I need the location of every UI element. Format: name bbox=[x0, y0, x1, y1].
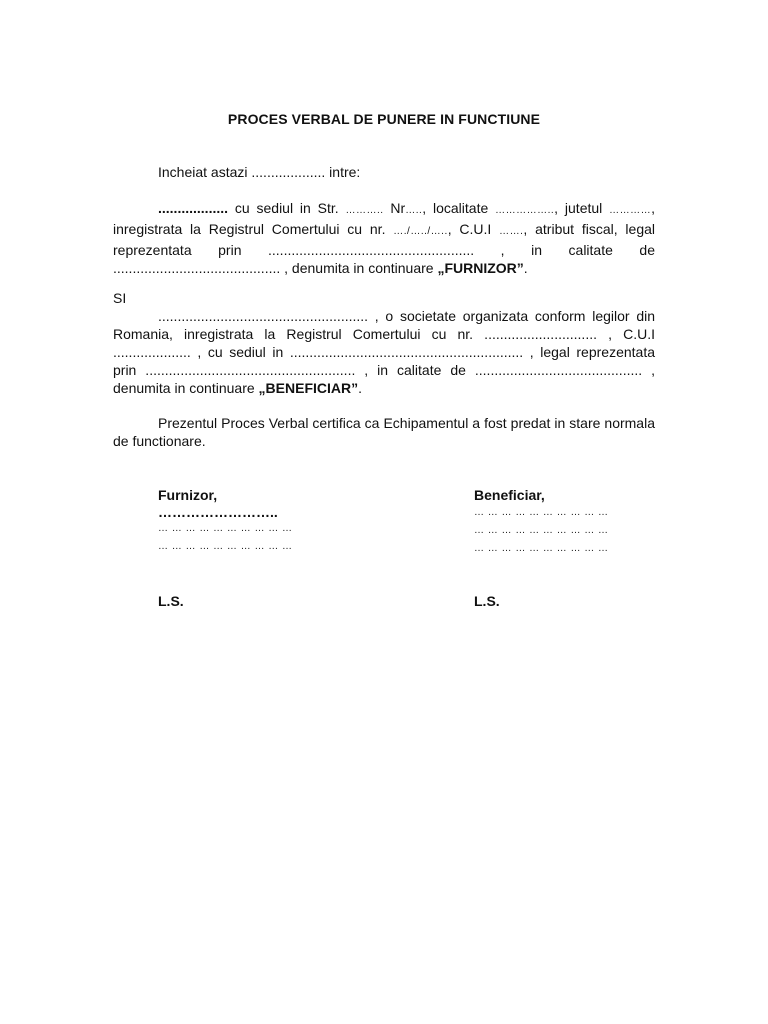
furnizor-name-dots: .................. bbox=[158, 200, 229, 216]
furnizor-signature-line: … … … … … … … … … … bbox=[158, 541, 293, 552]
furnizor-signature-line: …………………….. bbox=[158, 504, 278, 520]
beneficiar-signature-line: … … … … … … … … … … bbox=[474, 507, 609, 518]
furnizor-role: „FURNIZOR” bbox=[437, 260, 524, 276]
beneficiar-signature-block bbox=[474, 486, 674, 558]
document-title: PROCES VERBAL DE PUNERE IN FUNCTIUNE bbox=[227, 111, 541, 127]
intro-line: Incheiat astazi ................... intre: bbox=[158, 164, 361, 180]
furnizor-ls-stamp: L.S. bbox=[158, 593, 184, 609]
si-separator: SI bbox=[113, 290, 127, 306]
beneficiar-paragraph: ...................................................... , o societate organizata conform legilor din Romania, inregistrata la Registrul Comertului cu nr. ............................. , C.U.I .................... , cu sediul in ............................................................ , legal reprezentata prin ...................................................... , in calitate de ........................................... , denumita in continuare „BENEFICIAR”. bbox=[113, 308, 655, 396]
beneficiar-ls-stamp: L.S. bbox=[474, 593, 500, 609]
beneficiar-role: „BENEFICIAR” bbox=[258, 380, 359, 396]
furnizor-signature-line: … … … … … … … … … … bbox=[158, 523, 293, 534]
furnizor-signature-label: Furnizor, bbox=[158, 487, 218, 503]
furnizor-signature-block bbox=[158, 486, 358, 556]
certification-paragraph: Prezentul Proces Verbal certifica ca Echipamentul a fost predat in stare normala de functionare. bbox=[113, 415, 655, 449]
beneficiar-signature-label: Beneficiar, bbox=[474, 487, 545, 503]
beneficiar-signature-line: … … … … … … … … … … bbox=[474, 525, 609, 536]
furnizor-paragraph: .................. cu sediul in Str. ……….. Nr….., localitate …………….., jutetul …………, inregistrata la Registrul Comertului cu nr. …./…../….., C.U.I ……., atribut fiscal, legal reprezentata prin ..................................................... , in calitate de ........................................... , denumita in continuare „FURNIZOR”. bbox=[113, 200, 656, 276]
beneficiar-signature-line: … … … … … … … … … … bbox=[474, 543, 609, 554]
